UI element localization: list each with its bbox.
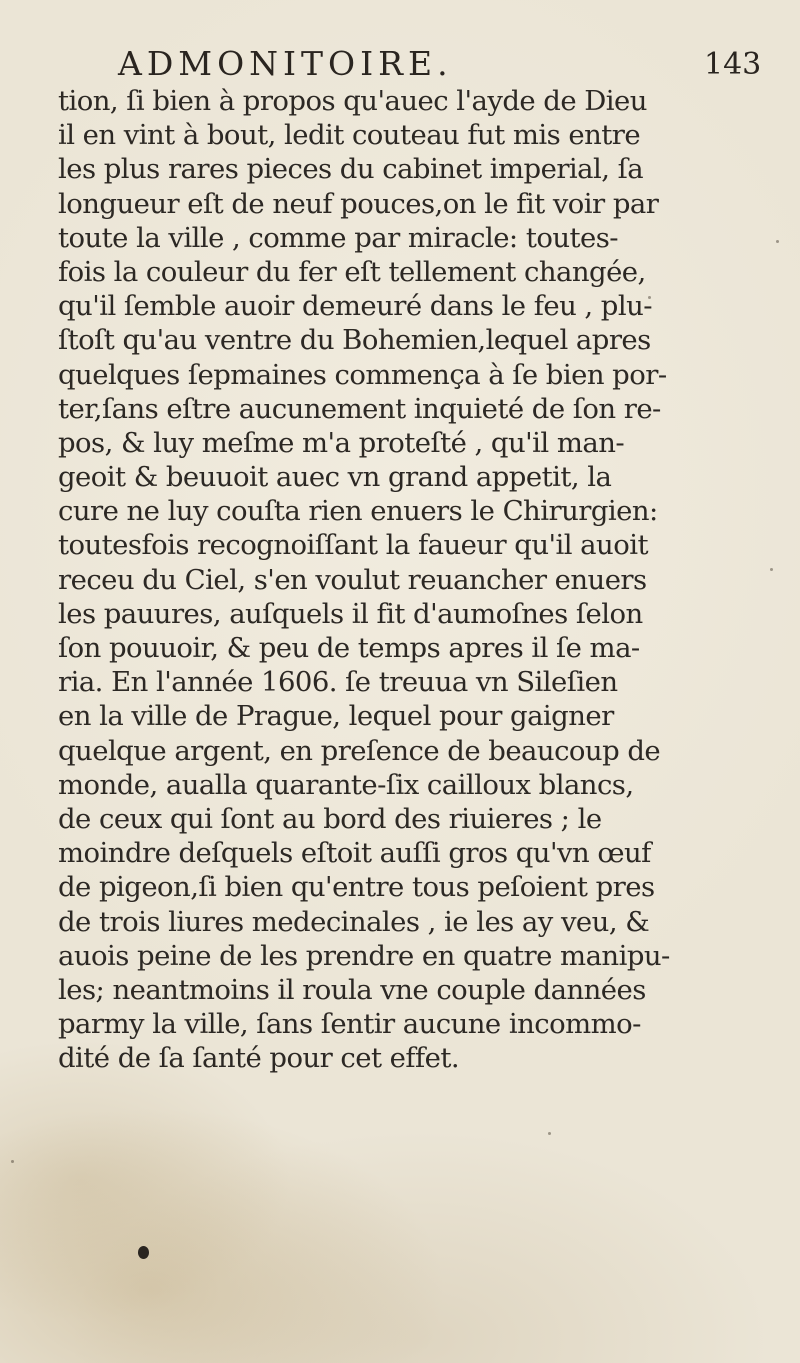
text-line: fois la couleur du fer eſt tellement changée, (58, 255, 646, 288)
paper-speck (548, 1132, 551, 1135)
text-line: les; neantmoins il roula vne couple dannées (58, 973, 646, 1006)
text-line: auois peine de les prendre en quatre manipu- (58, 939, 670, 972)
text-line: de pigeon,ſi bien qu'entre tous peſoient pres (58, 871, 655, 904)
text-line: cure ne luy couſta rien enuers le Chirurgien: (58, 495, 658, 528)
running-title: ADMONITOIRE. (118, 44, 453, 83)
text-line: dité de ſa ſanté pour cet effet. (58, 1042, 460, 1075)
paper-speck (770, 568, 773, 571)
text-line: en la ville de Prague, lequel pour gaigner (58, 700, 614, 733)
text-line: ſon pouuoir, & peu de temps apres il ſe ma- (58, 632, 640, 664)
page-number: 143 (704, 47, 762, 82)
paper-speck (648, 296, 651, 299)
text-line: pos, & luy meſme m'a proteſté , qu'il man- (58, 426, 625, 459)
text-line: monde, aualla quarante-ſix cailloux blancs, (58, 768, 634, 801)
body-text (58, 84, 798, 1075)
text-line: geoit & beuuoit auec vn grand appetit, la (58, 461, 612, 494)
text-line: ria. En l'année 1606. ſe treuua vn Sileſien (58, 666, 618, 699)
text-line: tion, ſi bien à propos qu'auec l'ayde de Dieu (58, 85, 647, 117)
text-line: parmy la ville, ſans ſentir aucune incommo- (58, 1008, 641, 1041)
text-line: de trois liures medecinales , ie les ay veu, & (58, 905, 650, 938)
text-line: moindre deſquels eſtoit auſſi gros qu'vn œuf (58, 837, 651, 870)
text-line: ſtoſt qu'au ventre du Bohemien,lequel apres (58, 324, 651, 357)
text-line: toutesfois recognoiſſant la faueur qu'il auoit (58, 529, 648, 562)
text-line: il en vint à bout, ledit couteau fut mis entre (58, 119, 641, 152)
text-line: quelque argent, en preſence de beaucoup de (58, 734, 661, 767)
text-line: longueur eſt de neuf pouces,on le fit voir par (58, 187, 659, 220)
text-line: receu du Ciel, s'en voulut reuancher enuers (58, 563, 647, 596)
text-line: les pauures, auſquels il fit d'aumoſnes ſelon (58, 597, 643, 630)
text-line: les plus rares pieces du cabinet imperial, ſa (58, 153, 644, 186)
paper-speck (11, 1160, 14, 1163)
paper-speck (776, 240, 779, 243)
ink-blot-ornament (138, 1246, 149, 1259)
text-line: qu'il ſemble auoir demeuré dans le feu , plu- (58, 290, 653, 323)
text-line: quelques ſepmaines commença à ſe bien por- (58, 358, 667, 391)
text-line: de ceux qui ſont au bord des riuieres ; le (58, 802, 602, 835)
text-line: ter,ſans eſtre aucunement inquieté de ſon re- (58, 392, 661, 425)
text-line: toute la ville , comme par miracle: toutes- (58, 221, 619, 254)
